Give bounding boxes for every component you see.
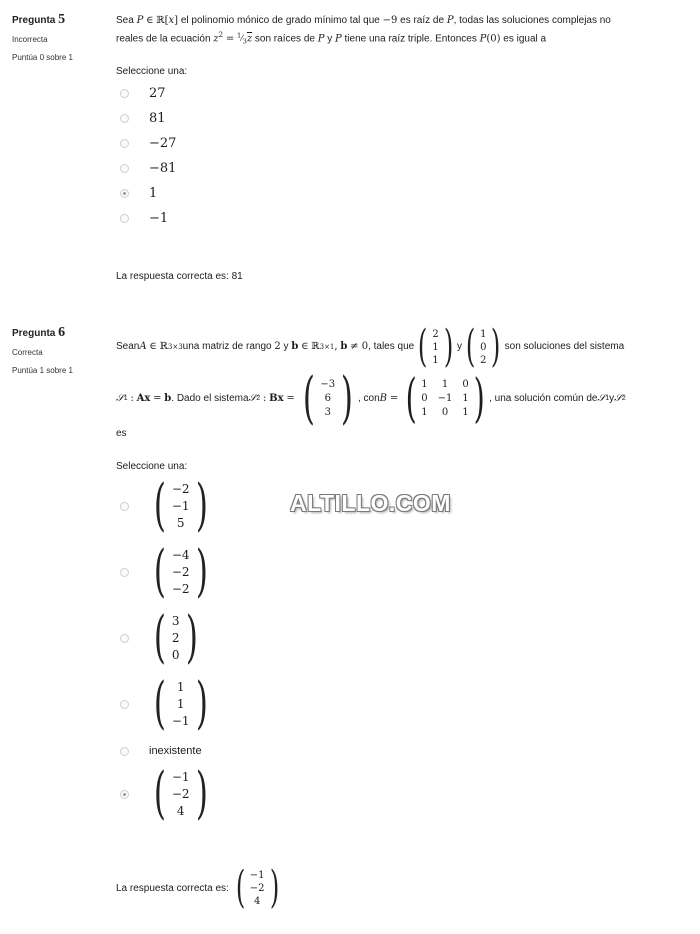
q6-option-2[interactable] bbox=[120, 539, 212, 604]
q6-option-4[interactable] bbox=[120, 671, 212, 736]
question-6-grade: Puntúa 1 sobre 1 bbox=[12, 366, 73, 375]
q6-option-5[interactable] bbox=[120, 745, 202, 757]
q6-option-3-radio[interactable] bbox=[120, 634, 129, 643]
q6-matrix-b: ( 1 1 0 0 −1 1 1 0 1 ) bbox=[405, 369, 485, 429]
question-6-line-2: 𝒮 1 : Ax = b . Dado el sistema 𝒮 2 : Bx = ( −3 6 3 ) , con B = ( 1 1 0 0 −1 1 1 0 1 ) , una solución común de 𝒮 1 y 𝒮 2 bbox=[116, 366, 626, 431]
q6-option-5-radio[interactable] bbox=[120, 747, 129, 756]
q5-option-3-label: −27 bbox=[149, 136, 177, 151]
q6-option-3[interactable] bbox=[120, 605, 202, 670]
question-5-text: Sea P ∈ ℝ[x] el polinomio mónico de grado mínimo tal que −9 es raíz de P, todas las soluciones complejas no reales de la ecuación $z^2$ = $^1⁄_3\overline{z}$ son raíces de P y P tiene una raíz triple. Entonces P(0) es igual a bbox=[116, 15, 611, 46]
question-6-line-3: es bbox=[116, 428, 127, 439]
q5-option-4[interactable] bbox=[120, 161, 176, 176]
q6-option-1-radio[interactable] bbox=[120, 502, 129, 511]
question-6-number: Pregunta 6 bbox=[12, 325, 66, 340]
q6-option-5-label: inexistente bbox=[149, 745, 202, 757]
question-6-correct-answer: La respuesta correcta es: ( −1 −2 4 ) bbox=[116, 866, 283, 910]
q6-correct-vector: ( −1 −2 4 ) bbox=[235, 862, 279, 913]
q6-option-4-vector: ( 1 1 −1 ) bbox=[153, 671, 208, 736]
q5-option-3[interactable] bbox=[120, 136, 176, 151]
q5-option-5[interactable] bbox=[120, 186, 157, 201]
q5-option-6-label: −1 bbox=[149, 211, 169, 226]
q5-option-5-radio[interactable] bbox=[120, 189, 129, 198]
question-6-line-1: Sean A ∈ ℝ 3×3 una matriz de rango 2 y b ∈ ℝ 3×1 , b ≠ 0 , tales que ( 2 1 1 ) y ( 1 0 2 ) son soluciones del sistema bbox=[116, 321, 625, 372]
q5-option-3-radio[interactable] bbox=[120, 139, 129, 148]
q5-option-1[interactable] bbox=[120, 86, 166, 101]
question-6-info bbox=[12, 325, 102, 375]
q6-vector-2: ( 1 0 2 ) bbox=[465, 321, 501, 372]
q5-option-4-radio[interactable] bbox=[120, 164, 129, 173]
q6-option-6[interactable] bbox=[120, 761, 212, 826]
q5-option-1-label: 27 bbox=[149, 86, 166, 101]
question-6-select-prompt: Seleccione una: bbox=[116, 461, 188, 472]
q5-option-6-radio[interactable] bbox=[120, 214, 129, 223]
question-5-state: Incorrecta bbox=[12, 35, 48, 44]
q6-vector-b: ( −3 6 3 ) bbox=[302, 366, 354, 431]
q5-option-6[interactable] bbox=[120, 211, 168, 226]
q6-option-2-vector: ( −4 −2 −2 ) bbox=[153, 539, 208, 604]
q5-option-2-label: 81 bbox=[149, 111, 166, 126]
question-5-grade: Puntúa 0 sobre 1 bbox=[12, 53, 73, 62]
question-6-text bbox=[116, 321, 676, 441]
question-5-select-prompt: Seleccione una: bbox=[116, 66, 188, 77]
q6-option-1[interactable] bbox=[120, 473, 212, 538]
q5-option-5-label: 1 bbox=[149, 186, 158, 201]
q6-option-2-radio[interactable] bbox=[120, 568, 129, 577]
watermark: ALTILLO.COM bbox=[290, 490, 451, 516]
question-5-number: Pregunta 5 bbox=[12, 12, 66, 27]
question-6-state: Correcta bbox=[12, 348, 43, 357]
q6-option-3-vector: ( 3 2 0 ) bbox=[153, 605, 198, 670]
q5-option-4-label: −81 bbox=[149, 161, 177, 176]
q5-option-2[interactable] bbox=[120, 111, 166, 126]
q6-option-6-vector: ( −1 −2 4 ) bbox=[153, 761, 208, 826]
q5-option-1-radio[interactable] bbox=[120, 89, 129, 98]
q6-option-1-vector: ( −2 −1 5 ) bbox=[153, 473, 208, 538]
question-5-info bbox=[12, 12, 102, 62]
q5-option-2-radio[interactable] bbox=[120, 114, 129, 123]
q6-vector-1: ( 2 1 1 ) bbox=[418, 321, 454, 372]
question-5-correct-answer: La respuesta correcta es: 81 bbox=[116, 271, 243, 282]
q6-option-6-radio[interactable] bbox=[120, 790, 129, 799]
q6-option-4-radio[interactable] bbox=[120, 700, 129, 709]
